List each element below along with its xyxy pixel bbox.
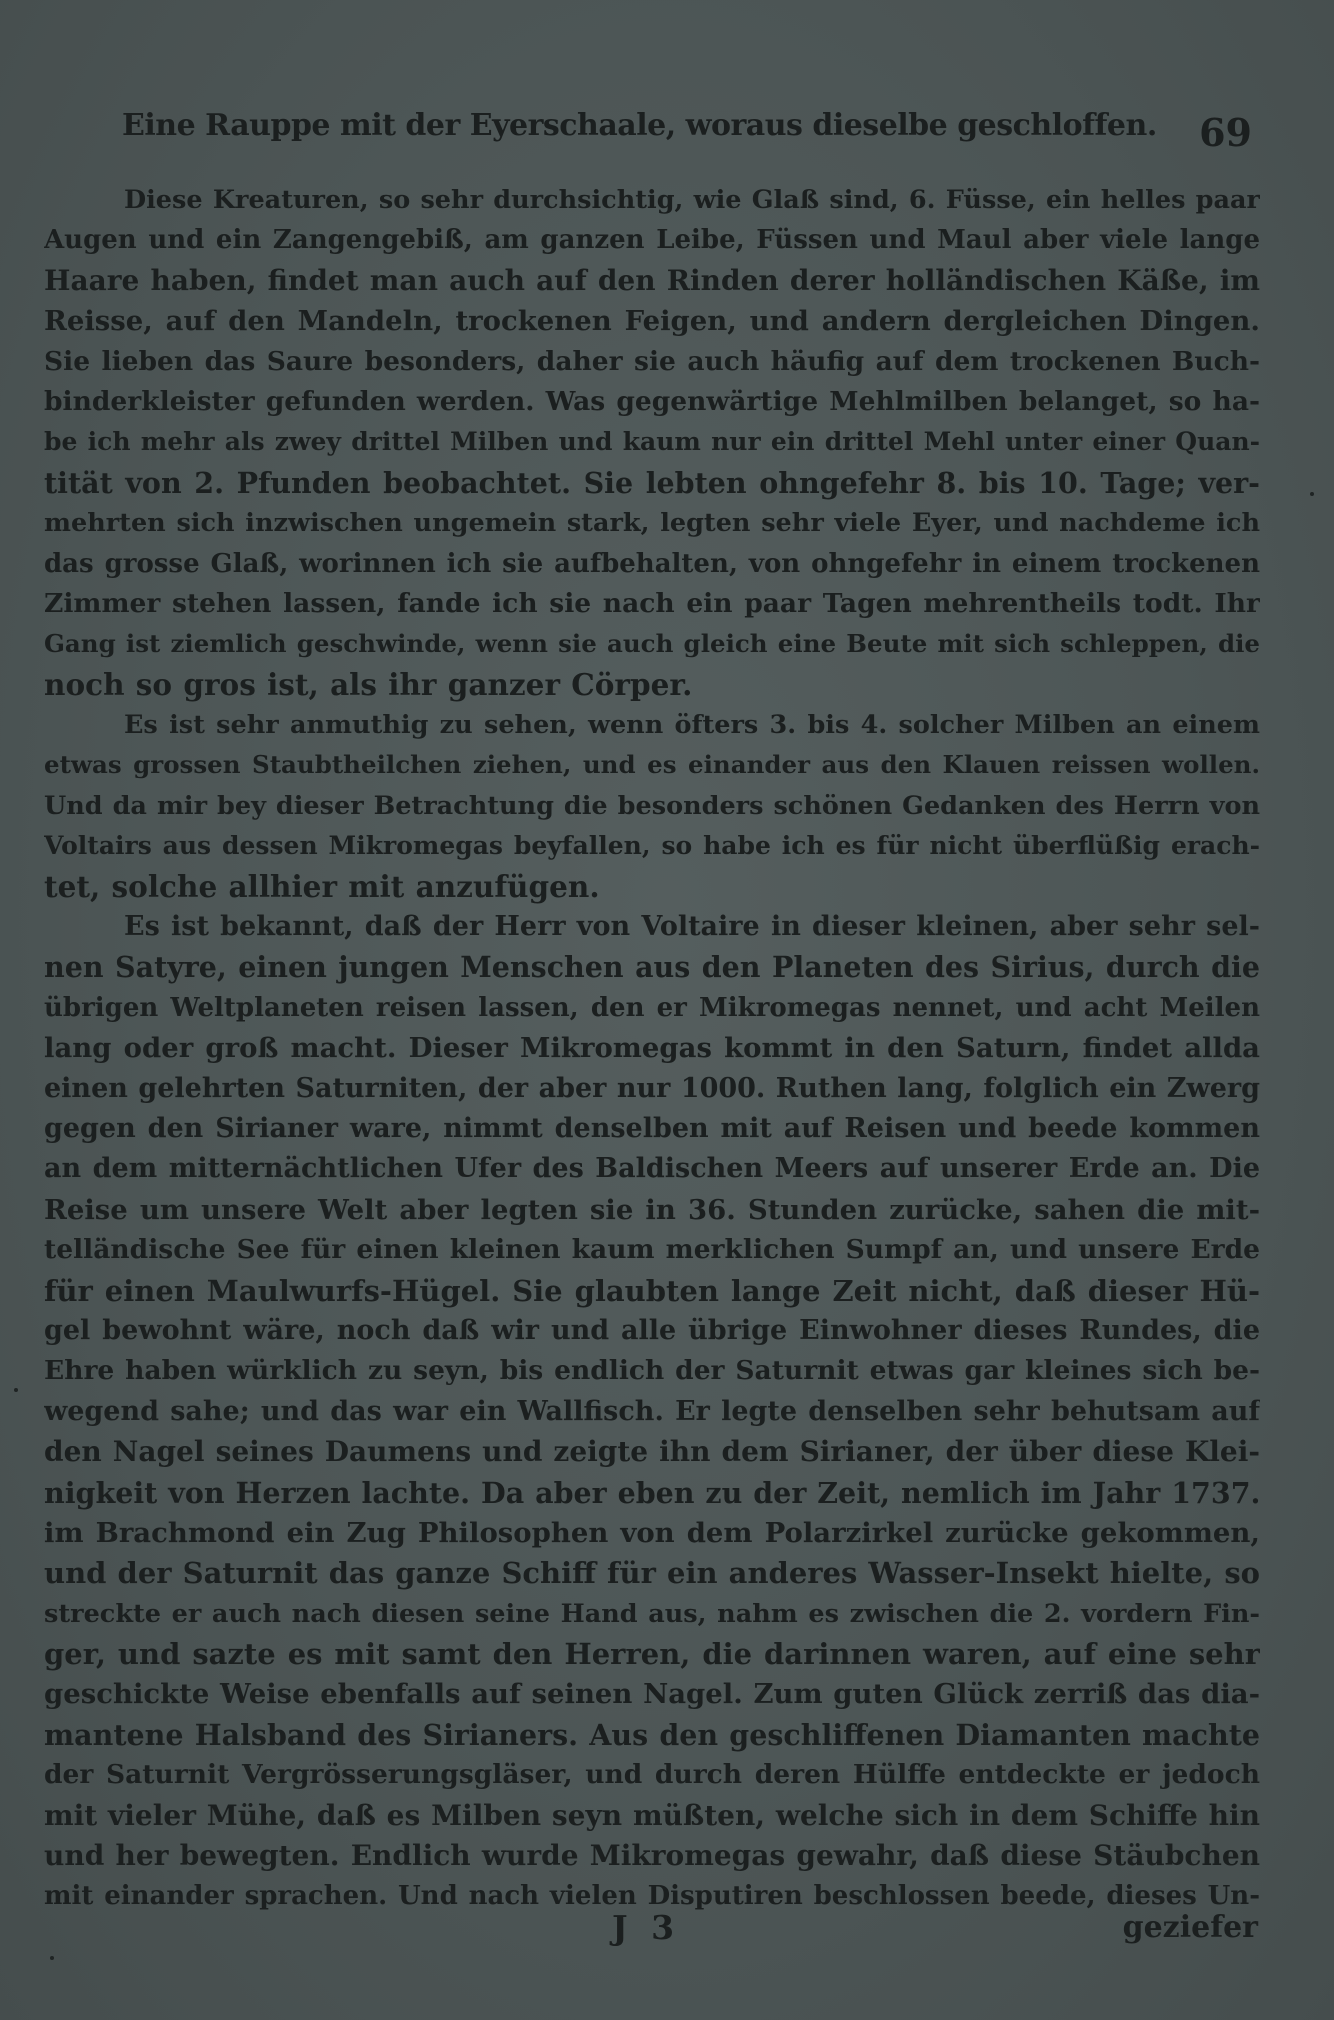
text-line: mit einander sprachen. Und nach vielen Disputiren beschlossen beede, dieses Un- — [44, 1881, 1260, 1912]
text-line: Gang ist ziemlich geschwinde, wenn sie auch gleich eine Beute mit sich schleppen, die — [44, 629, 1260, 659]
text-line: Es ist sehr anmuthig zu sehen, wenn öfters 3. bis 4. solcher Milben an einem — [124, 710, 1260, 741]
ink-speck — [14, 1388, 18, 1392]
text-line: im Brachmond ein Zug Philosophen von dem Polarzirkel zurücke gekommen, — [44, 1516, 1260, 1549]
text-line: an dem mitternächtlichen Ufer des Baldischen Meers auf unserer Erde an. Die — [44, 1153, 1260, 1185]
text-line: Sie lieben das Saure besonders, daher sie auch häufig auf dem trockenen Buch- — [44, 345, 1260, 377]
text-line: Voltairs aus dessen Mikromegas beyfallen, so habe ich es für nicht überflüßig erach- — [44, 831, 1260, 861]
text-line: lang oder groß macht. Dieser Mikromegas kommt in den Saturn, findet allda — [44, 1032, 1260, 1065]
text-line: einen gelehrten Saturniten, der aber nur 1000. Ruthen lang, folglich ein Zwerg — [44, 1072, 1260, 1104]
text-line: gel bewohnt wäre, noch daß wir und alle übrige Einwohner dieses Rundes, die — [44, 1314, 1260, 1346]
text-line: nigkeit von Herzen lachte. Da aber eben zu der Zeit, nemlich im Jahr 1737. — [44, 1475, 1260, 1510]
text-line: den Nagel seines Daumens und zeigte ihn dem Sirianer, der über diese Klei- — [44, 1435, 1260, 1469]
catchword: geziefer — [1122, 1910, 1258, 1945]
running-head — [118, 108, 1258, 172]
text-line: übrigen Weltplaneten reisen lassen, den er Mikromegas nennet, und acht Meilen — [44, 992, 1260, 1023]
text-line: Augen und ein Zangengebiß, am ganzen Leibe, Füssen und Maul aber viele lange — [44, 225, 1260, 256]
text-line: binderkleister gefunden werden. Was gegenwärtige Mehlmilben belanget, so ha- — [44, 385, 1260, 417]
ink-speck — [50, 1956, 54, 1960]
text-line: für einen Maulwurfs-Hügel. Sie glaubten lange Zeit nicht, daß dieser Hü- — [44, 1273, 1260, 1308]
text-line: etwas grossen Staubtheilchen ziehen, und es einander aus den Klauen reissen wollen. — [44, 750, 1260, 780]
text-line: be ich mehr als zwey drittel Milben und kaum nur ein drittel Mehl unter einer Quan- — [44, 427, 1260, 457]
text-line: und her bewegten. Endlich wurde Mikromegas gewahr, daß diese Stäubchen — [44, 1839, 1260, 1873]
text-line: Ehre haben würklich zu seyn, bis endlich der Saturnit etwas gar kleines sich be- — [44, 1355, 1260, 1387]
text-line: nen Satyre, einen jungen Menschen aus den Planeten des Sirius, durch die — [44, 950, 1260, 985]
text-line: noch so gros ist, als ihr ganzer Cörper. — [44, 666, 693, 702]
text-line: ger, und sazte es mit samt den Herren, die darinnen waren, auf eine sehr — [44, 1637, 1260, 1672]
text-line: mantene Halsband des Sirianers. Aus den geschliffenen Diamanten machte — [44, 1717, 1260, 1752]
text-line: Diese Kreaturen, so sehr durchsichtig, wie Glaß sind, 6. Füsse, ein helles paar — [124, 185, 1260, 215]
text-line: Reisse, auf den Mandeln, trockenen Feigen, und andern dergleichen Dingen. — [44, 305, 1260, 338]
ink-speck — [1310, 492, 1314, 496]
text-line: gegen den Sirianer ware, nimmt denselben mit auf Reisen und beede kommen — [44, 1112, 1260, 1144]
text-line: telländische See für einen kleinen kaum merklichen Sumpf an, und unsere Erde — [44, 1234, 1260, 1266]
text-line: mit vieler Mühe, daß es Milben seyn müßten, welche sich in dem Schiffe hin — [44, 1798, 1260, 1832]
text-line: Reise um unsere Welt aber legten sie in 36. Stunden zurücke, sahen die mit- — [44, 1193, 1260, 1226]
text-line: Es ist bekannt, daß der Herr von Voltaire in dieser kleinen, aber sehr sel- — [124, 911, 1260, 943]
text-line: geschickte Weise ebenfalls auf seinen Nagel. Zum guten Glück zerriß das dia- — [44, 1678, 1260, 1711]
text-line: Und da mir bey dieser Betrachtung die besonders schönen Gedanken des Herrn von — [44, 790, 1260, 821]
text-line: und der Saturnit das ganze Schiff für ein anderes Wasser-Insekt hielte, so — [44, 1556, 1260, 1591]
text-line: das grosse Glaß, worinnen ich sie aufbehalten, von ohngefehr in einem trockenen — [44, 548, 1260, 579]
text-line: tität von 2. Pfunden beobachtet. Sie lebten ohngefehr 8. bis 10. Tage; ver- — [44, 465, 1260, 500]
text-line: tet, solche allhier mit anzufügen. — [44, 868, 600, 904]
page-number: 69 — [1199, 110, 1252, 155]
text-line: Haare haben, findet man auch auf den Rinden derer holländischen Käße, im — [44, 263, 1260, 297]
text-line: streckte er auch nach diesen seine Hand aus, nahm es zwischen die 2. vordern Fin- — [44, 1598, 1260, 1629]
body-text — [44, 180, 1260, 1917]
text-line: der Saturnit Vergrösserungsgläser, und durch deren Hülffe entdeckte er jedoch — [44, 1759, 1260, 1791]
signature-mark: J 3 — [612, 1908, 681, 1947]
text-line: Zimmer stehen lassen, fande ich sie nach ein paar Tagen mehrentheils todt. Ihr — [44, 587, 1260, 619]
text-line: mehrten sich inzwischen ungemein stark, legten sehr viele Eyer, und nachdeme ich — [44, 508, 1260, 539]
running-title: Eine Rauppe mit der Eyerschaale, woraus dieselbe geschloffen. — [122, 108, 1157, 143]
text-line: wegend sahe; und das war ein Wallfisch. Er legte denselben sehr behutsam auf — [44, 1395, 1260, 1427]
